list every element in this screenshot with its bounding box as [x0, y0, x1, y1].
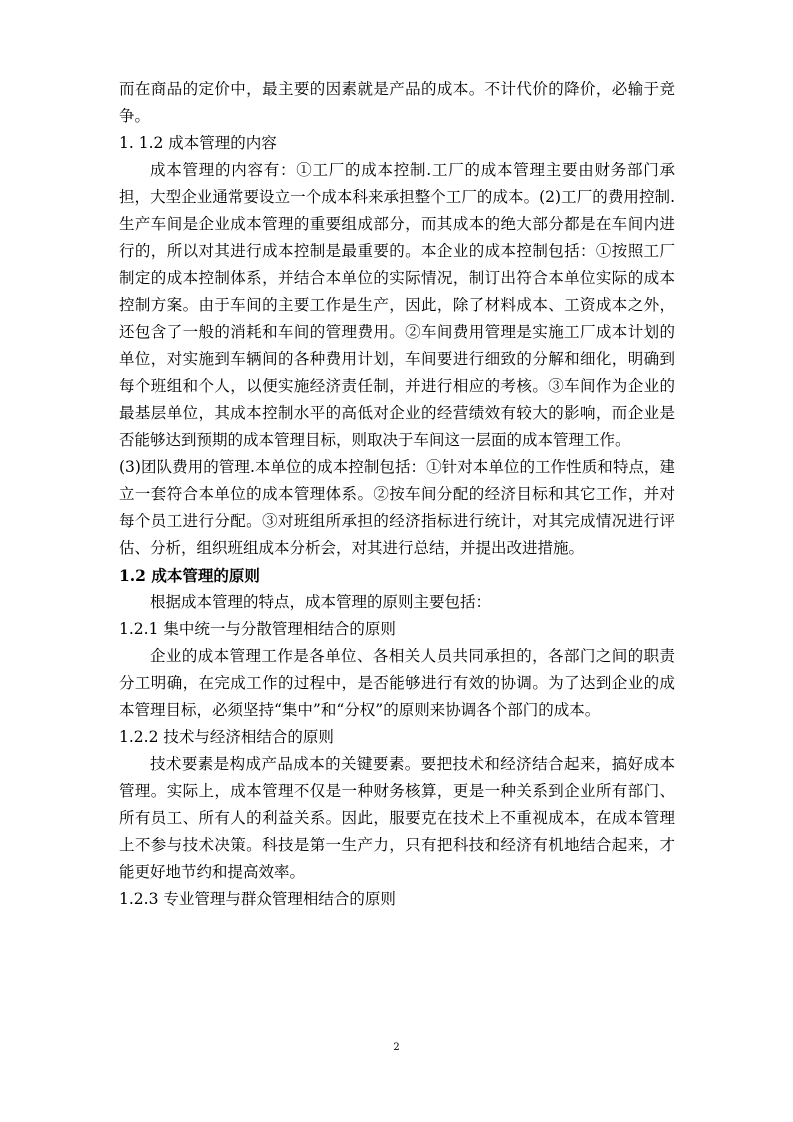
page-number: 2 — [393, 1042, 400, 1053]
subsection-heading-1-2-1: 1.2.1 集中统一与分散管理相结合的原则 — [119, 620, 396, 638]
document-body — [119, 76, 675, 913]
section-heading-cost-management-principles: 1.2 成本管理的原则 — [119, 566, 260, 585]
subsection-heading-1-2-3: 1.2.3 专业管理与群众管理相结合的原则 — [119, 890, 396, 908]
subsection-heading-1-2-2: 1.2.2 技术与经济相结合的原则 — [119, 728, 334, 746]
paragraph-team-expense-management: (3)团队费用的管理.本单位的成本控制包括：①针对本单位的工作性质和特点，建立一套符合本单位的成本管理体系。②按车间分配的经济目标和其它工作，并对每个员工进行分配。③对班组所承担的经济指标进行统计，对其完成情况进行评估、分析，组织班组成本分析会，对其进行总结，并提出改进措施。 — [119, 458, 675, 557]
paragraph-centralized-decentralized: 企业的成本管理工作是各单位、各相关人员共同承担的，各部门之间的职责分工明确，在完成工作的过程中，是否能够进行有效的协调。为了达到企业的成本管理目标，必须坚持“集中”和“分权”的原则来协调各个部门的成本。 — [119, 647, 675, 719]
section-heading-cost-management-content: 1. 1.2 成本管理的内容 — [119, 134, 277, 152]
paragraph-technology-economy: 技术要素是构成产品成本的关键要素。要把技术和经济结合起来，搞好成本管理。实际上，成本管理不仅是一种财务核算，更是一种关系到企业所有部门、所有员工、所有人的利益关系。因此，服要克在技术上不重视成本，在成本管理上不参与技术决策。科技是第一生产力，只有把科技和经济有机地结合起来，才能更好地节约和提高效率。 — [119, 755, 675, 881]
paragraph-cost-management-content: 成本管理的内容有：①工厂的成本控制.工厂的成本管理主要由财务部门承担，大型企业通常要设立一个成本科来承担整个工厂的成本。(2)工厂的费用控制.生产车间是企业成本管理的重要组成部分，而其成本的绝大部分都是在车间内进行的，所以对其进行成本控制是最重要的。本企业的成本控制包括：①按照工厂制定的成本控制体系，并结合本单位的实际情况，制订出符合本单位实际的成本控制方案。由于车间的主要工作是生产，因此，除了材料成本、工资成本之外，还包含了一般的消耗和车间的管理费用。②车间费用管理是实施工厂成本计划的单位，对实施到车辆间的各种费用计划，车间要进行细致的分解和细化，明确到每个班组和个人，以便实施经济责任制，并进行相应的考核。③车间作为企业的最基层单位，其成本控制水平的高低对企业的经营绩效有较大的影响，而企业是否能够达到预期的成本管理目标，则取决于车间这一层面的成本管理工作。 — [119, 161, 675, 449]
paragraph-pricing-continued: 而在商品的定价中，最主要的因素就是产品的成本。不计代价的降价，必输于竞争。 — [119, 80, 675, 125]
paragraph-principles-intro: 根据成本管理的特点，成本管理的原则主要包括： — [150, 593, 492, 611]
